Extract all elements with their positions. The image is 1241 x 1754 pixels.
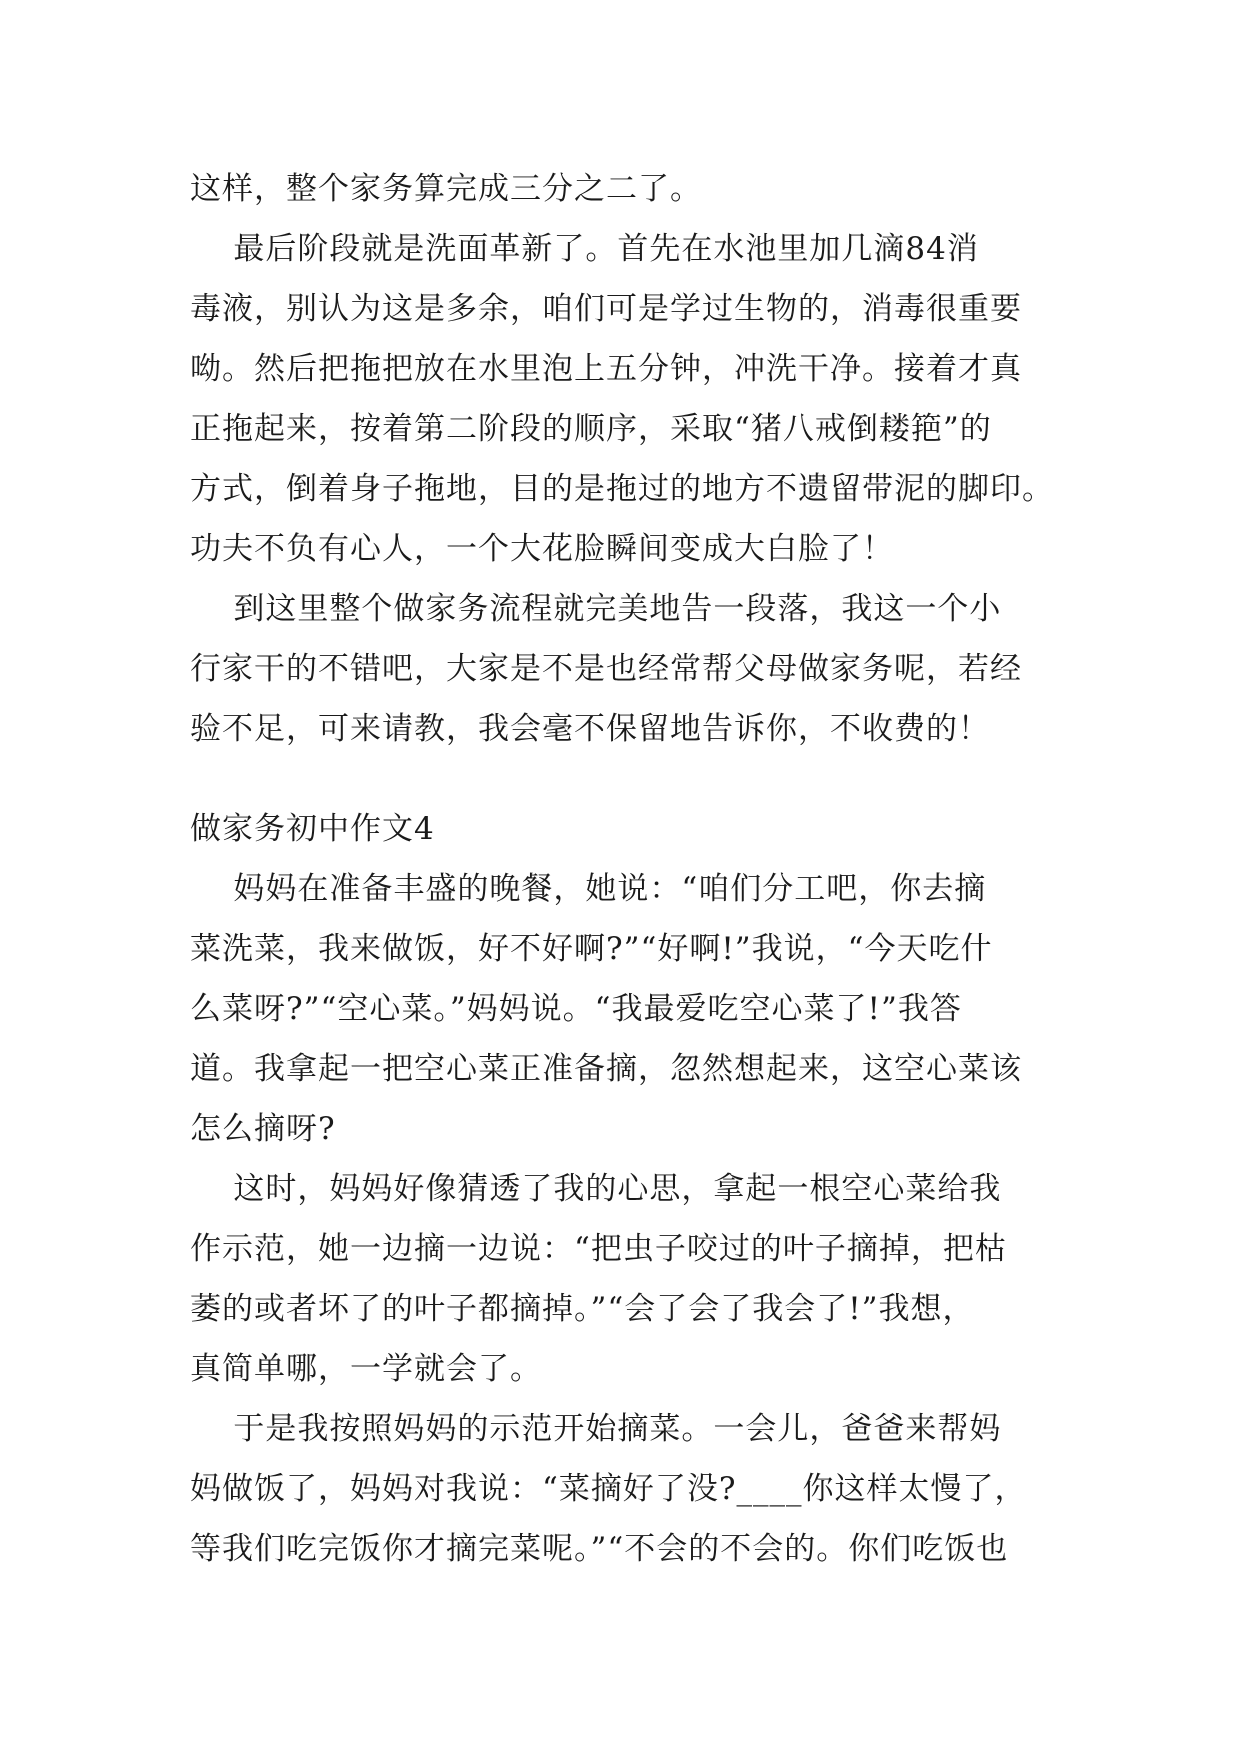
text-line: 功夫不负有心人，一个大花脸瞬间变成大白脸了！ [190,531,894,567]
text-line: 道。我拿起一把空心菜正准备摘，忽然想起来，这空心菜该 [190,1051,1022,1087]
text-line: 等我们吃完饭你才摘完菜呢。”“不会的不会的。你们吃饭也 [190,1531,1009,1567]
text-line: 这样，整个家务算完成三分之二了。 [190,171,702,207]
text-line: 这时，妈妈好像猜透了我的心思，拿起一根空心菜给我 [190,1171,1002,1207]
text-line: 妈妈在准备丰盛的晚餐，她说：“咱们分工吧，你去摘 [190,871,987,907]
text-line: 怎么摘呀? [190,1111,336,1147]
text-line: 于是我按照妈妈的示范开始摘菜。一会儿，爸爸来帮妈 [190,1411,1002,1447]
text-line: 正拖起来，按着第二阶段的顺序，采取“猪八戒倒耧筢”的 [190,411,992,447]
text-line: 么菜呀?”“空心菜。”妈妈说。“我最爱吃空心菜了!”我答 [190,991,962,1027]
text-line: 验不足，可来请教，我会毫不保留地告诉你，不收费的！ [190,711,990,747]
text-line: 到这里整个做家务流程就完美地告一段落，我这一个小 [190,591,1002,627]
text-line: 萎的或者坏了的叶子都摘掉。”“会了会了我会了!”我想， [190,1291,975,1327]
text-line: 最后阶段就是洗面革新了。首先在水池里加几滴84消 [190,231,979,267]
text-line: 呦。然后把拖把放在水里泡上五分钟，冲洗干净。接着才真 [190,351,1022,387]
text-line: 作示范，她一边摘一边说：“把虫子咬过的叶子摘掉，把枯 [190,1231,1007,1267]
text-line: 真简单哪，一学就会了。 [190,1351,542,1387]
text-line: 妈做饭了，妈妈对我说：“菜摘好了没?____你这样太慢了， [190,1471,1027,1507]
section-heading: 做家务初中作文4 [190,811,435,847]
text-line: 行家干的不错吧，大家是不是也经常帮父母做家务呢，若经 [190,651,1022,687]
text-line: 方式，倒着身子拖地，目的是拖过的地方不遗留带泥的脚印。 [190,471,1054,507]
text-line: 毒液，别认为这是多余，咱们可是学过生物的，消毒很重要 [190,291,1022,327]
text-line: 菜洗菜，我来做饭，好不好啊?”“好啊!”我说，“今天吃什 [190,931,993,967]
